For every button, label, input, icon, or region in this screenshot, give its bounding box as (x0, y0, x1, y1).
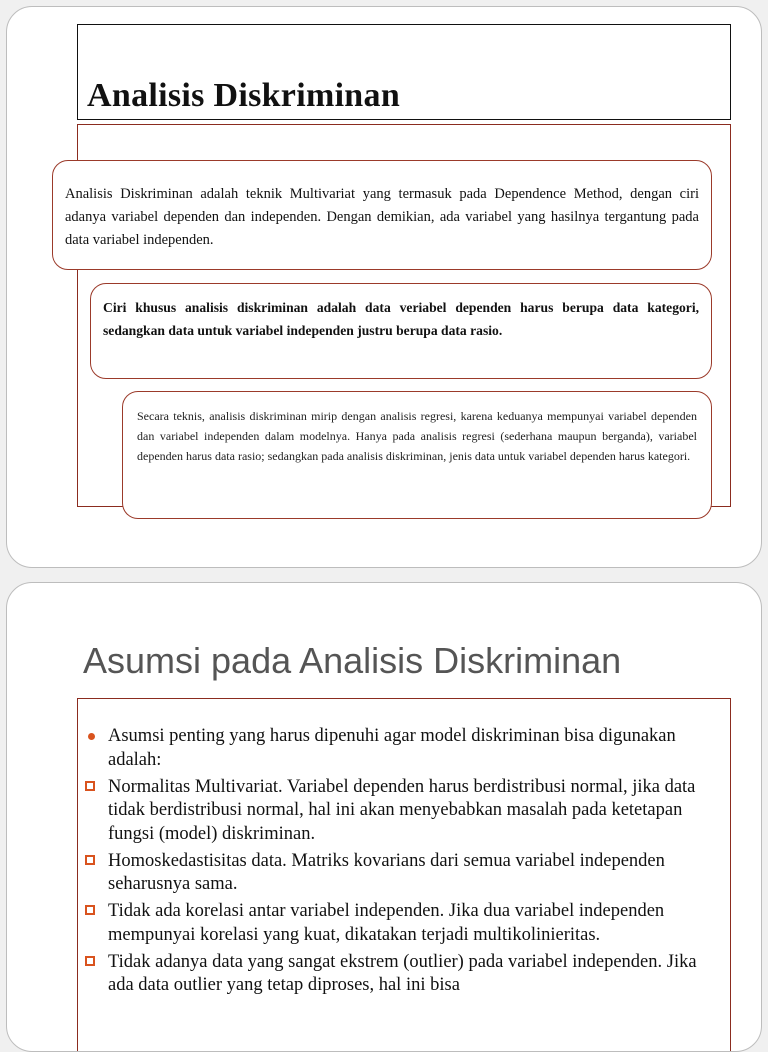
list-item (81, 900, 721, 947)
definition-box: Analisis Diskriminan adalah teknik Multivariat yang termasuk pada Dependence Method, dengan ciri adanya variabel dependen dan independen. Dengan demikian, ada variabel yang hasilnya tergantung pada data variabel independen. (52, 160, 712, 270)
checkbox-icon (85, 905, 95, 915)
list-item (81, 725, 721, 772)
list-item-text: Normalitas Multivariat. Variabel dependen harus berdistribusi normal, jika data tidak berdistribusi normal, hal ini akan menyebabkan masalah pada ketetapan fungsi (model) diskriminan. (108, 776, 696, 844)
checkbox-icon (85, 855, 95, 865)
slide-analisis-diskriminan (6, 6, 762, 568)
technical-note-box: Secara teknis, analisis diskriminan mirip dengan analisis regresi, karena keduanya mempunyai variabel dependen dan variabel independen dalam modelnya. Hanya pada analisis regresi (sederhana maupun berganda), variabel dependen harus data rasio; sedangkan pada analisis diskriminan, jenis data untuk variabel dependen harus kategori. (122, 391, 712, 519)
list-item (81, 776, 721, 847)
list-item-text: Homoskedastisitas data. Matriks kovarians dari semua variabel independen seharusnya sama. (108, 850, 665, 894)
list-item (81, 951, 721, 998)
slide-asumsi (6, 582, 762, 1052)
list-item-text: Asumsi penting yang harus dipenuhi agar model diskriminan bisa digunakan adalah: (108, 726, 676, 770)
checkbox-icon (85, 781, 95, 791)
assumption-list (81, 725, 721, 1001)
characteristic-box: Ciri khusus analisis diskriminan adalah data veriabel dependen harus berupa data kategori, sedangkan data untuk variabel independen justru berupa data rasio. (90, 283, 712, 379)
list-item-text: Tidak adanya data yang sangat ekstrem (outlier) pada variabel independen. Jika ada data outlier yang tetap diproses, hal ini bisa (108, 951, 697, 995)
dot-icon (88, 733, 95, 740)
list-item (81, 850, 721, 897)
list-item-text: Tidak ada korelasi antar variabel independen. Jika dua variabel independen mempunyai korelasi yang kuat, dikatakan terjadi multikolinieritas. (108, 901, 665, 945)
slide-title: Asumsi pada Analisis Diskriminan (83, 640, 622, 681)
checkbox-icon (85, 956, 95, 966)
slide-title: Analisis Diskriminan (87, 77, 401, 114)
title-box (77, 24, 731, 120)
